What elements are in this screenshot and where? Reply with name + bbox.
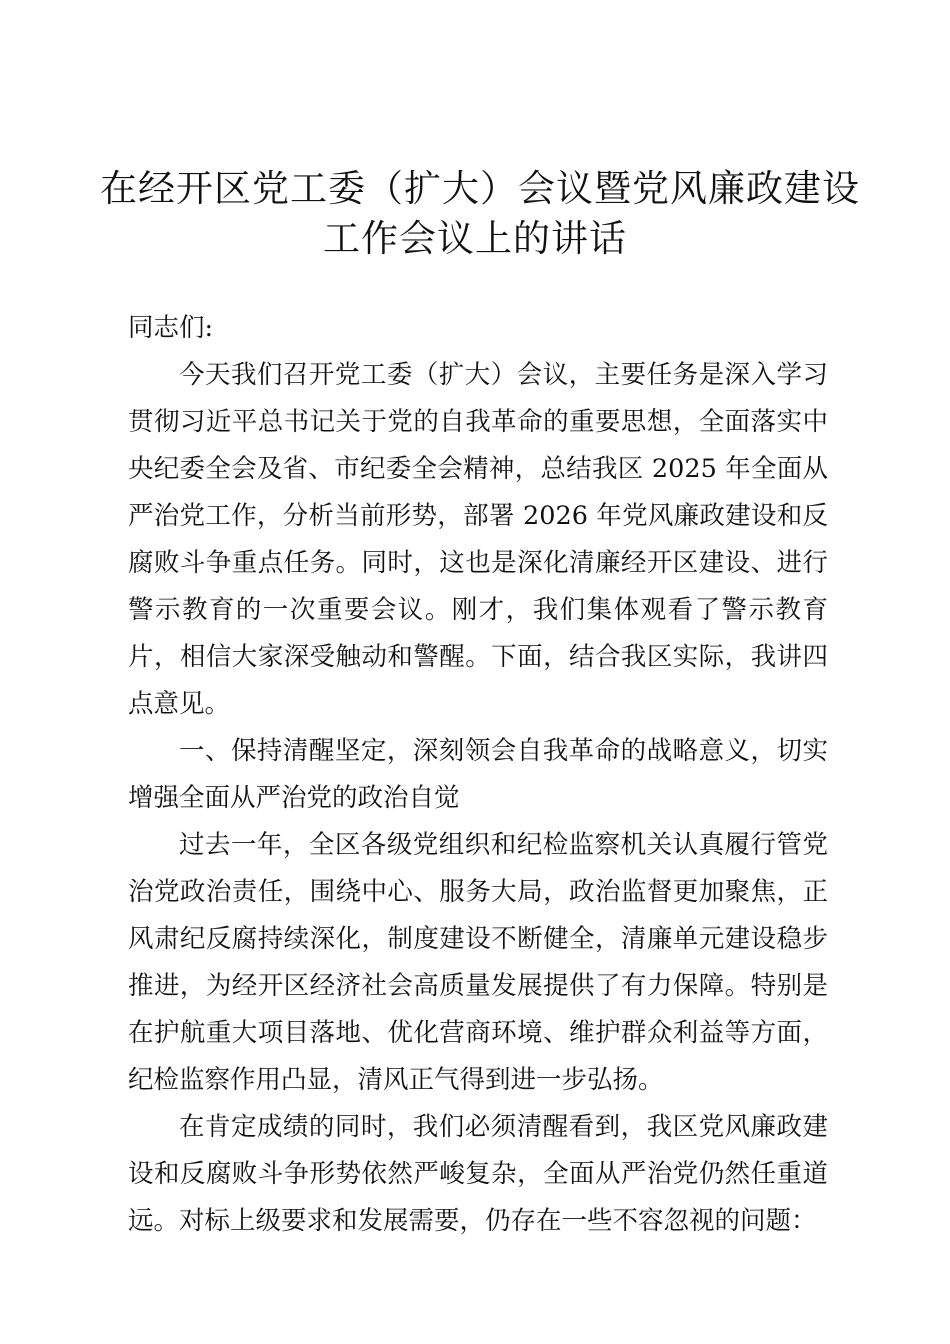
title-line-2: 工作会议上的讲话 [323,217,627,260]
section-heading-1: 一、保持清醒坚定，深刻领会自我革命的战略意义，切实增强全面从严治党的政治自觉 [128,736,828,813]
paragraph-review: 过去一年，全区各级党组织和纪检监察机关认真履行管党治党政治责任，围绕中心、服务大局，政治监督更加聚焦，正风肃纪反腐持续深化，制度建设不断健全，清廉单元建设稳步推进，为经开区经济社会高质量发展提供了有力保障。特别是在护航重大项目落地、优化营商环境、维护群众利益等方面，纪检监察作用凸显，清风正气得到进一步弘扬。 [128,830,828,1095]
title-line-1: 在经开区党工委（扩大）会议暨党风廉政建设 [100,167,860,210]
salutation: 同志们: [128,313,214,343]
paragraph-intro: 今天我们召开党工委（扩大）会议，主要任务是深入学习贯彻习近平总书记关于党的自我革命的重要思想，全面落实中央纪委全会及省、市纪委全会精神，总结我区 2025 年全面从严治党工作，分析当前形势，部署 2026 年党风廉政建设和反腐败斗争重点任务。同时，这也是深化清廉经开区建设、进行警示教育的一次重要会议。刚才，我们集体观看了警示教育片，相信大家深受触动和警醒。下面，结合我区实际，我讲四点意见。 [128,360,828,719]
document-title [100,164,860,264]
paragraph-problems: 在肯定成绩的同时，我们必须清醒看到，我区党风廉政建设和反腐败斗争形势依然严峻复杂，全面从严治党仍然任重道远。对标上级要求和发展需要，仍存在一些不容忽视的问题： [128,1112,828,1236]
document-body [128,305,828,1245]
